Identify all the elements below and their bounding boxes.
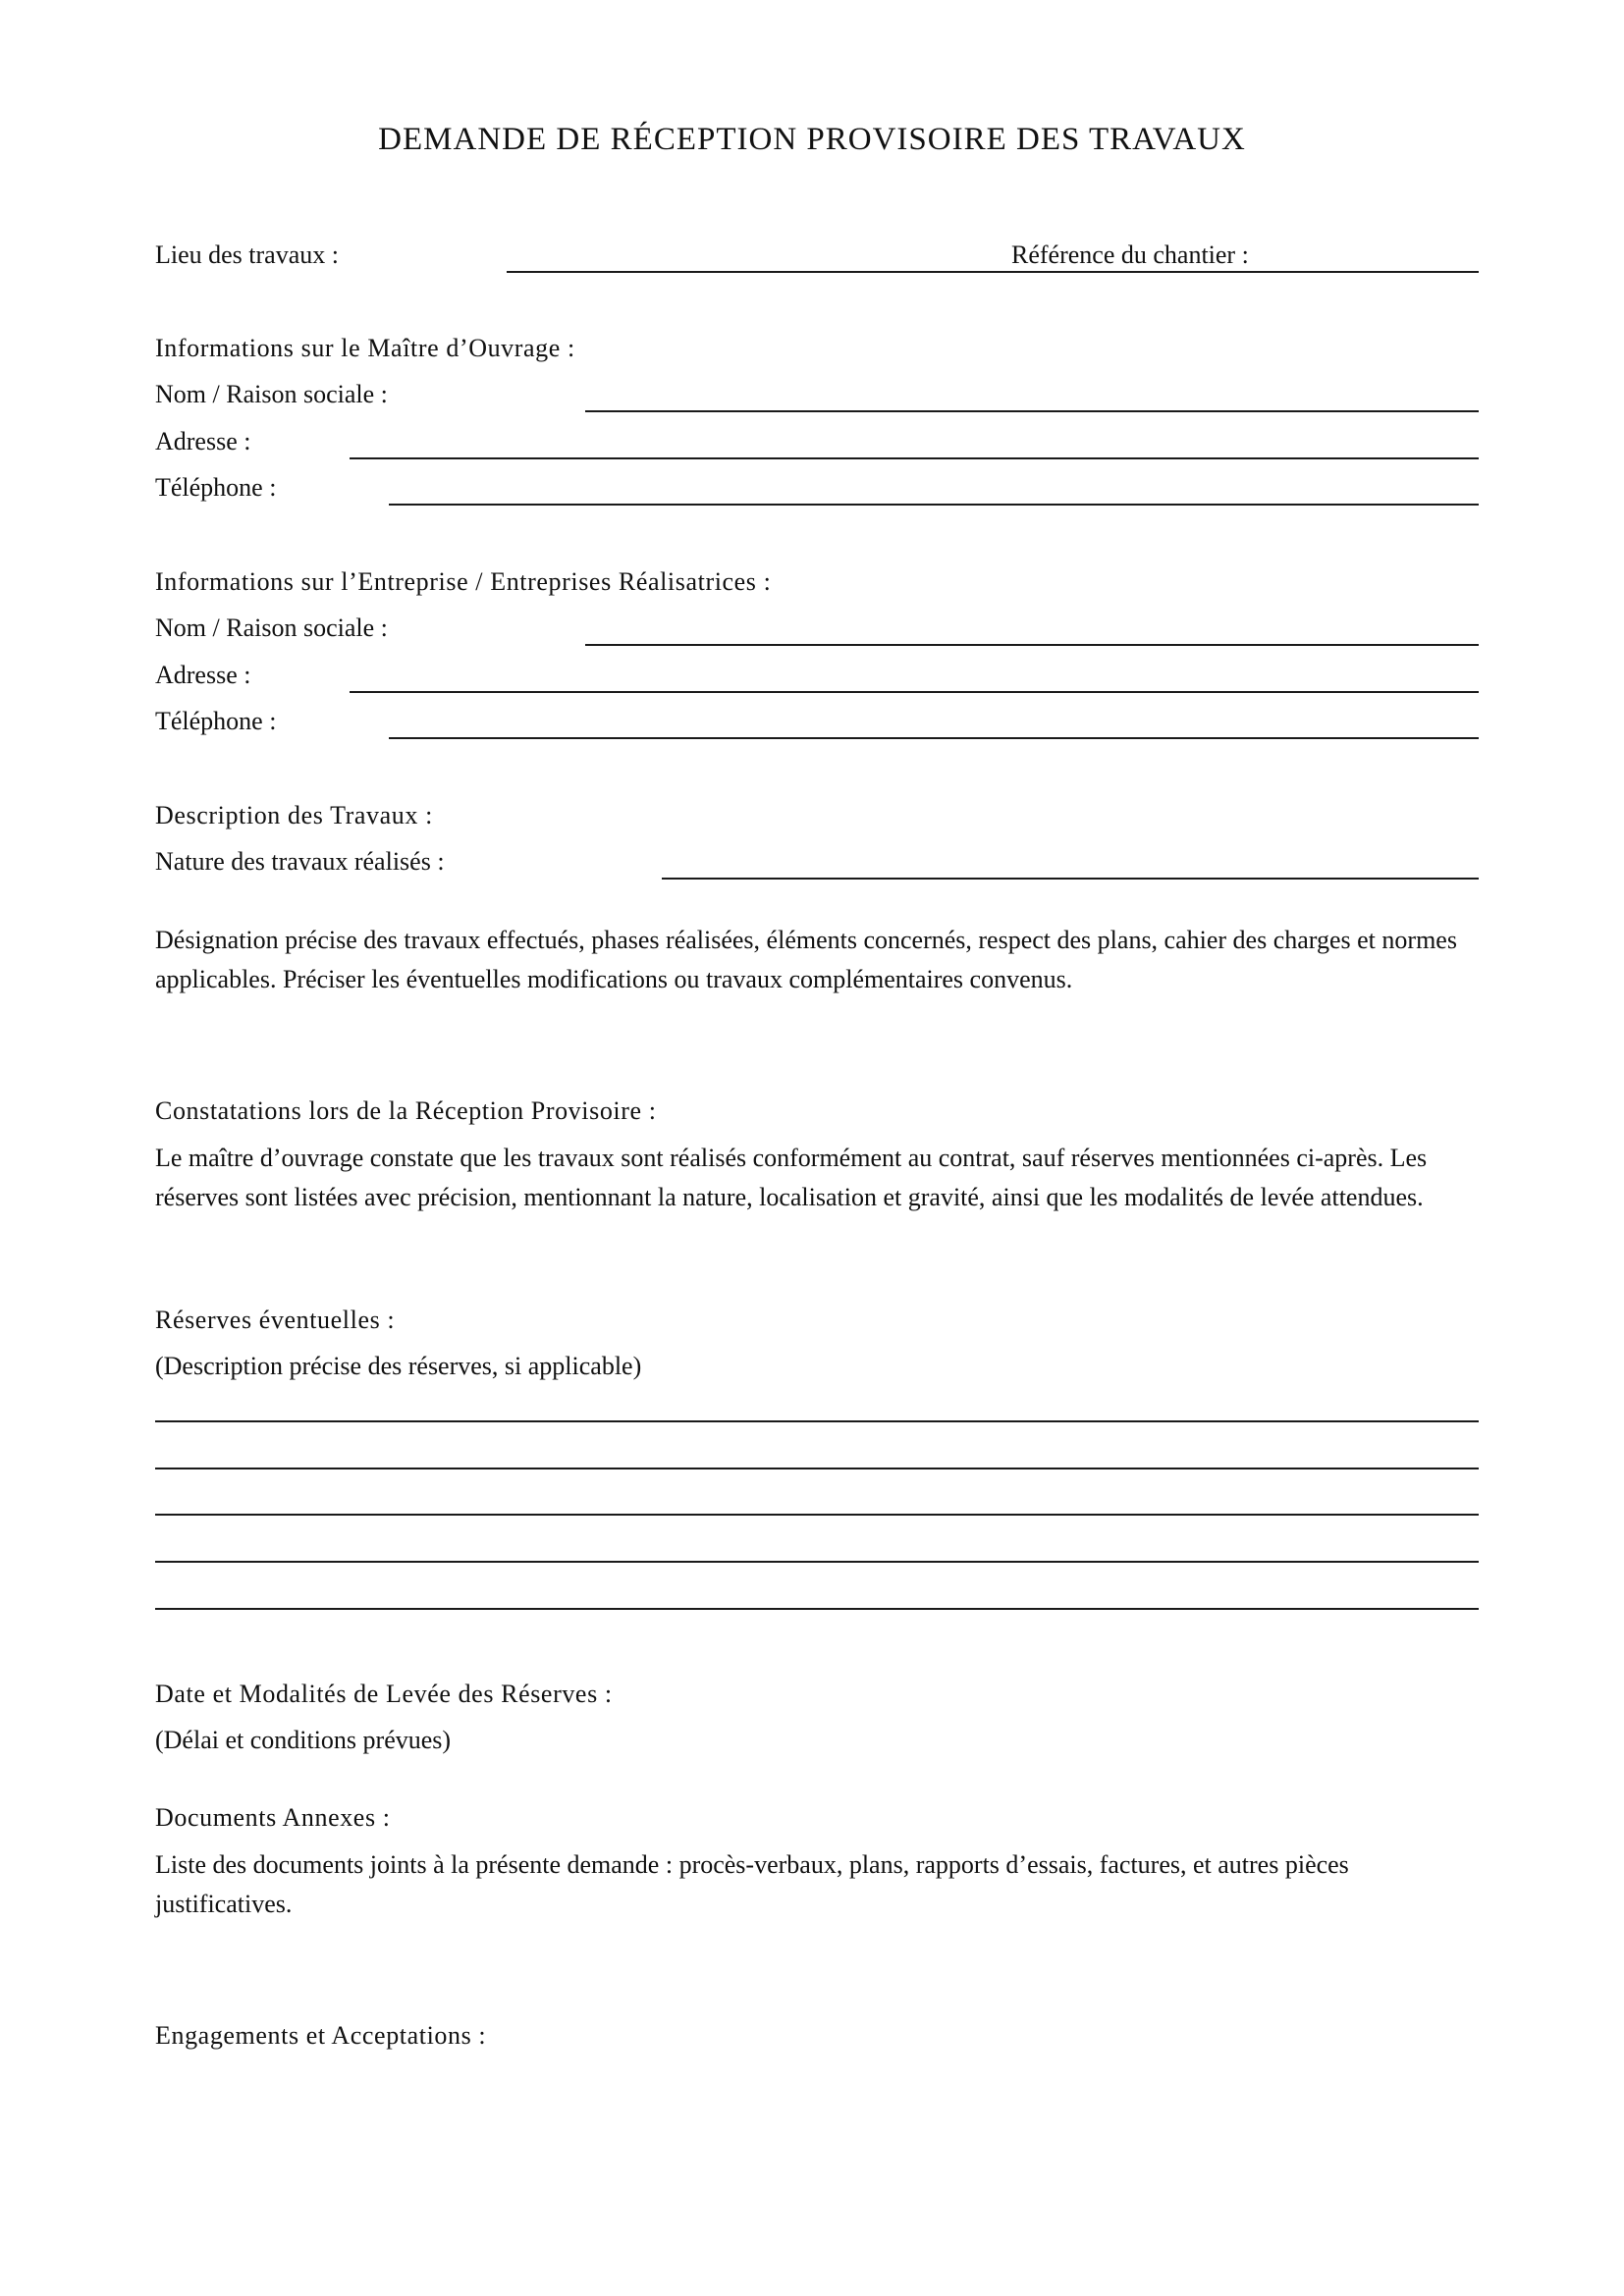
mo-adresse-label: Adresse : — [155, 427, 251, 455]
ent-nom-label: Nom / Raison sociale : — [155, 614, 388, 642]
ent-nom-field[interactable] — [585, 644, 1479, 646]
page-title: DEMANDE DE RÉCEPTION PROVISOIRE DES TRAVAUX — [378, 122, 1246, 157]
mo-nom-label: Nom / Raison sociale : — [155, 380, 388, 408]
levee-hint: (Délai et conditions prévues) — [155, 1726, 452, 1754]
ent-adresse-field[interactable] — [350, 691, 1479, 693]
maitre-ouvrage-heading: Informations sur le Maître d’Ouvrage : — [155, 334, 575, 362]
designation-text: Désignation précise des travaux effectués, phases réalisées, éléments concernés, respect des plans, cahier des charges et normes applicables. Préciser les éventuelles modifications ou travaux complémentaires convenus. — [155, 926, 1457, 993]
ent-telephone-label: Téléphone : — [155, 707, 277, 735]
lieu-travaux-field[interactable] — [507, 271, 1479, 273]
annexes-heading: Documents Annexes : — [155, 1803, 391, 1832]
reference-chantier-label: Référence du chantier : — [1011, 240, 1255, 271]
constatations-heading: Constatations lors de la Réception Provisoire : — [155, 1096, 657, 1125]
reserves-line-4[interactable] — [155, 1561, 1479, 1563]
nature-travaux-label: Nature des travaux réalisés : — [155, 847, 445, 876]
reserves-line-3[interactable] — [155, 1514, 1479, 1516]
ent-telephone-field[interactable] — [389, 737, 1479, 739]
levee-heading: Date et Modalités de Levée des Réserves : — [155, 1680, 613, 1708]
travaux-heading: Description des Travaux : — [155, 801, 433, 829]
reserves-line-1[interactable] — [155, 1420, 1479, 1422]
nature-travaux-field[interactable] — [662, 878, 1479, 880]
reserves-line-5[interactable] — [155, 1608, 1479, 1610]
reserves-heading: Réserves éventuelles : — [155, 1306, 396, 1334]
mo-telephone-label: Téléphone : — [155, 473, 277, 502]
mo-adresse-field[interactable] — [350, 457, 1479, 459]
reserves-line-2[interactable] — [155, 1468, 1479, 1469]
entreprise-heading: Informations sur l’Entreprise / Entreprises Réalisatrices : — [155, 567, 772, 596]
mo-telephone-field[interactable] — [389, 504, 1479, 506]
annexes-text: Liste des documents joints à la présente demande : procès-verbaux, plans, rapports d’essais, factures, et autres pièces justificatives. — [155, 1850, 1349, 1918]
reserves-hint: (Description précise des réserves, si applicable) — [155, 1352, 642, 1380]
constatations-text: Le maître d’ouvrage constate que les travaux sont réalisés conformément au contrat, sauf réserves mentionnées ci-après. Les réserves sont listées avec précision, mentionnant la nature, localisation et gravité, ainsi que les modalités de levée attendues. — [155, 1144, 1428, 1211]
engagements-heading: Engagements et Acceptations : — [155, 2021, 487, 2050]
mo-nom-field[interactable] — [585, 410, 1479, 412]
lieu-travaux-label: Lieu des travaux : — [155, 240, 339, 269]
ent-adresse-label: Adresse : — [155, 661, 251, 689]
